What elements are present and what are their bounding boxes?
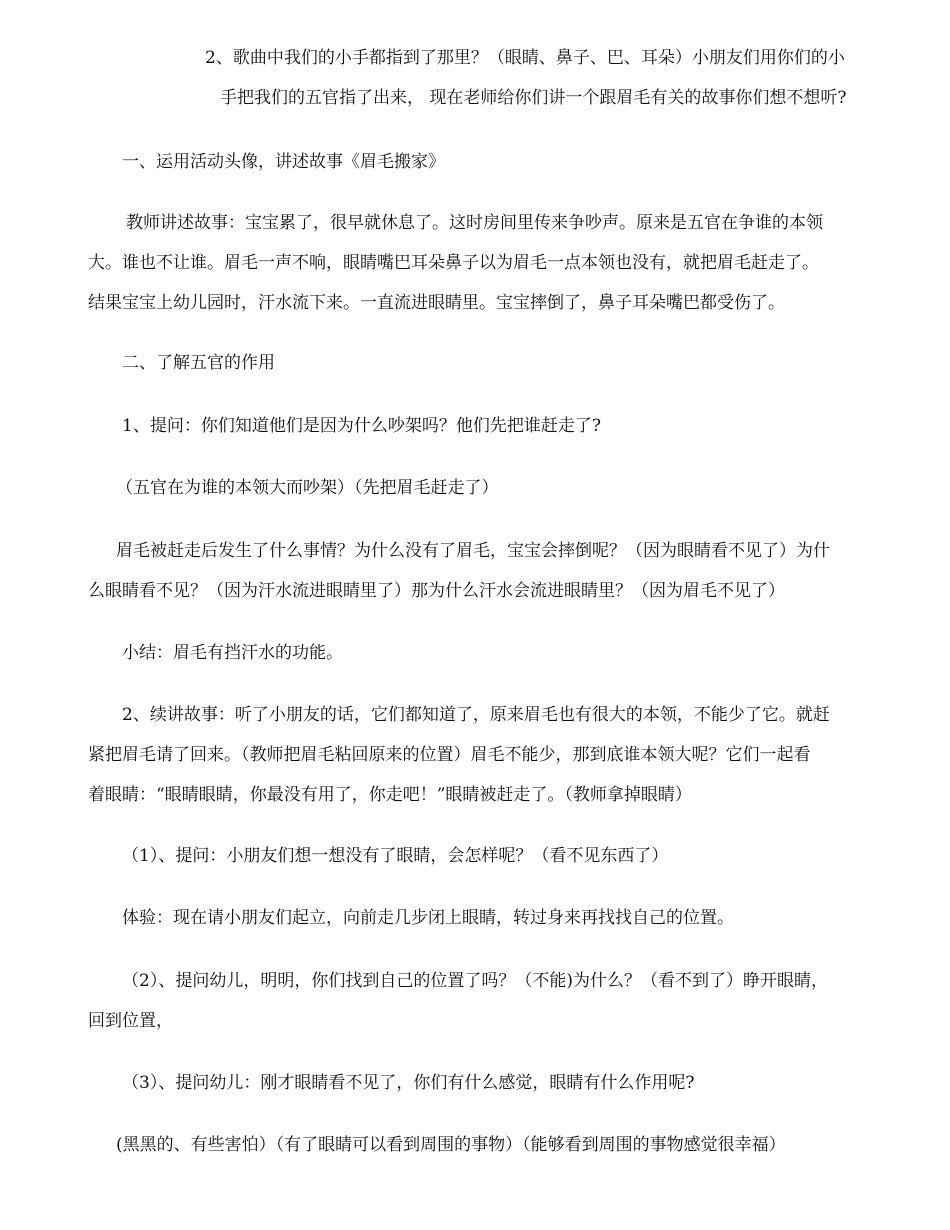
text-line: 着眼睛：“眼睛眼睛，你最没有用了，你走吧！”眼睛被赶走了。（教师拿掉眼睛） [88,785,692,805]
text-line: 眉毛被赶走后发生了什么事情？为什么没有了眉毛，宝宝会摔倒呢？（因为眼睛看不见了）为什 [116,541,830,561]
text-line: 紧把眉毛请了回来。（教师把眉毛粘回原来的位置）眉毛不能少，那到底谁本领大呢？它们一起看 [88,745,811,765]
text-line: 结果宝宝上幼儿园时，汗水流下来。一直流进眼睛里。宝宝摔倒了，鼻子耳朵嘴巴都受伤了。 [88,293,785,313]
section-heading: 二、了解五官的作用 [122,353,275,373]
text-line: （3）、提问幼儿：刚才眼睛看不见了，你们有什么感觉，眼睛有什么作用呢? [122,1073,695,1093]
text-line: 教师讲述故事：宝宝累了，很早就休息了。这时房间里传来争吵声。原来是五官在争谁的本领 [126,213,823,233]
text-line: 手把我们的五官指了出来， 现在老师给你们讲一个跟眉毛有关的故事你们想不想听? [220,88,847,108]
text-line: (黑黑的、有些害怕）（有了眼睛可以看到周围的事物）（能够看到周围的事物感觉很幸福） [116,1135,786,1155]
text-line: 1、提问：你们知道他们是因为什么吵架吗？他们先把谁赶走了? [122,416,601,436]
text-line: 2、续讲故事：听了小朋友的话，它们都知道了，原来眉毛也有很大的本领，不能少了它。就赶 [122,705,830,725]
text-line: （1）、提问：小朋友们想一想没有了眼睛，会怎样呢？（看不见东西了） [122,846,669,866]
text-line: 回到位置， [88,1011,173,1031]
text-line: 么眼睛看不见？（因为汗水流进眼睛里了）那为什么汗水会流进眼睛里？（因为眉毛不见了） [88,581,785,601]
text-line: 大。谁也不让谁。眉毛一声不响，眼睛嘴巴耳朵鼻子以为眉毛一点本领也没有，就把眉毛赶走了。 [88,253,819,273]
text-line: 2、歌曲中我们的小手都指到了那里？（眼睛、鼻子、巴、耳朵）小朋友们用你们的小 [205,48,845,68]
text-line: 体验：现在请小朋友们起立，向前走几步闭上眼睛，转过身来再找找自己的位置。 [122,908,734,928]
section-heading: 一、运用活动头像，讲述故事《眉毛搬家》 [122,152,445,172]
text-line: （2）、提问幼儿，明明，你们找到自己的位置了吗？（不能)为什么？（看不到了）睁开眼睛， [122,971,828,991]
text-line: （五官在为谁的本领大而吵架）（先把眉毛赶走了） [116,478,499,498]
text-line: 小结：眉毛有挡汗水的功能。 [122,643,343,663]
